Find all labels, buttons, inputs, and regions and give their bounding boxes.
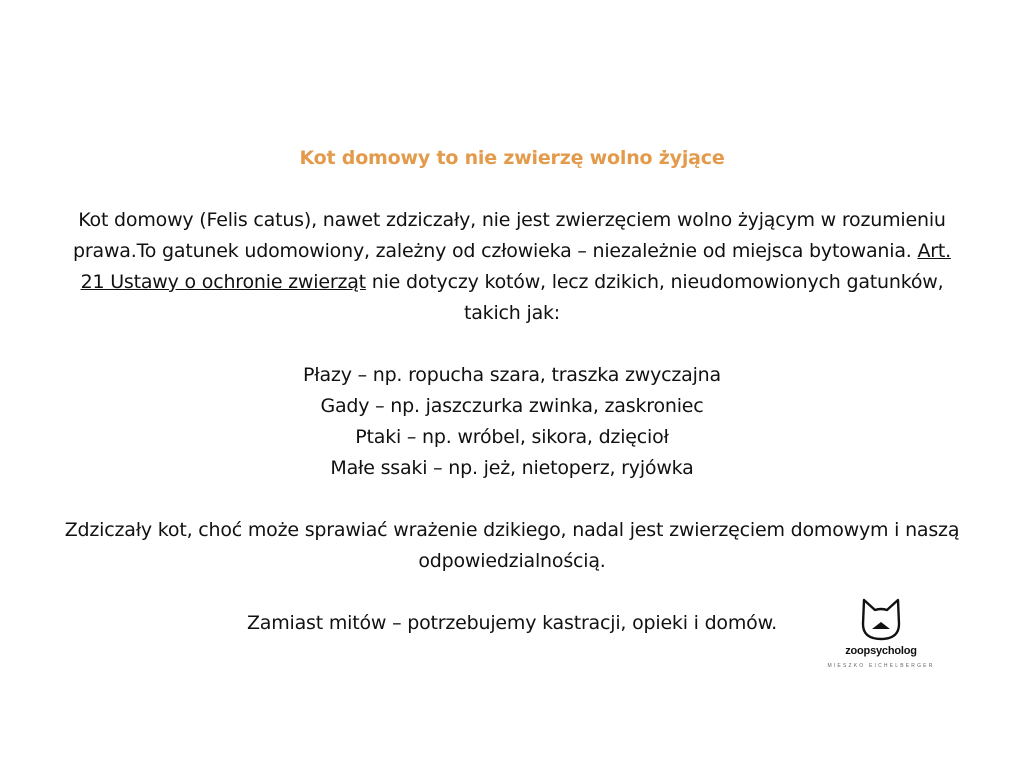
list-item: Płazy – np. ropucha szara, traszka zwyczajna [303,364,721,386]
list-item: Gady – np. jaszczurka zwinka, zaskroniec [320,395,704,417]
closing-paragraph: Zamiast mitów – potrzebujemy kastracji, opieki i domów. [246,612,778,634]
intro-text: Kot domowy (Felis catus), nawet zdziczały, nie jest zwierzęciem wolno żyjącym w rozumieniu prawa.To gatunek udomowiony, zależny od człowieka – niezależnie od miejsca bytowania. [73,209,946,262]
list-item: Ptaki – np. wróbel, sikora, dzięcioł [355,426,669,448]
species-list [60,360,964,484]
intro-text-continued: nie dotyczy kotów, lecz dzikich, nieudomowionych gatunków, takich jak: [365,271,944,324]
logo-name: zoopsycholog [845,645,917,657]
zoopsycholog-logo [826,596,936,676]
content-block [60,143,964,639]
law-article-link[interactable]: Art. 21 Ustawy o ochronie zwierząt [80,240,951,293]
logo-subtitle: MIESZKO EICHELBERGER [827,663,935,669]
page-title: Kot domowy to nie zwierzę wolno żyjące [299,147,725,169]
list-item: Małe ssaki – np. jeż, nietoperz, ryjówka [330,457,694,479]
intro-paragraph [60,205,964,329]
feral-cat-paragraph: Zdziczały kot, choć może sprawiać wrażenie dzikiego, nadal jest zwierzęciem domowym i naszą odpowiedzialnością. [64,519,960,572]
cat-head-icon [826,596,936,642]
